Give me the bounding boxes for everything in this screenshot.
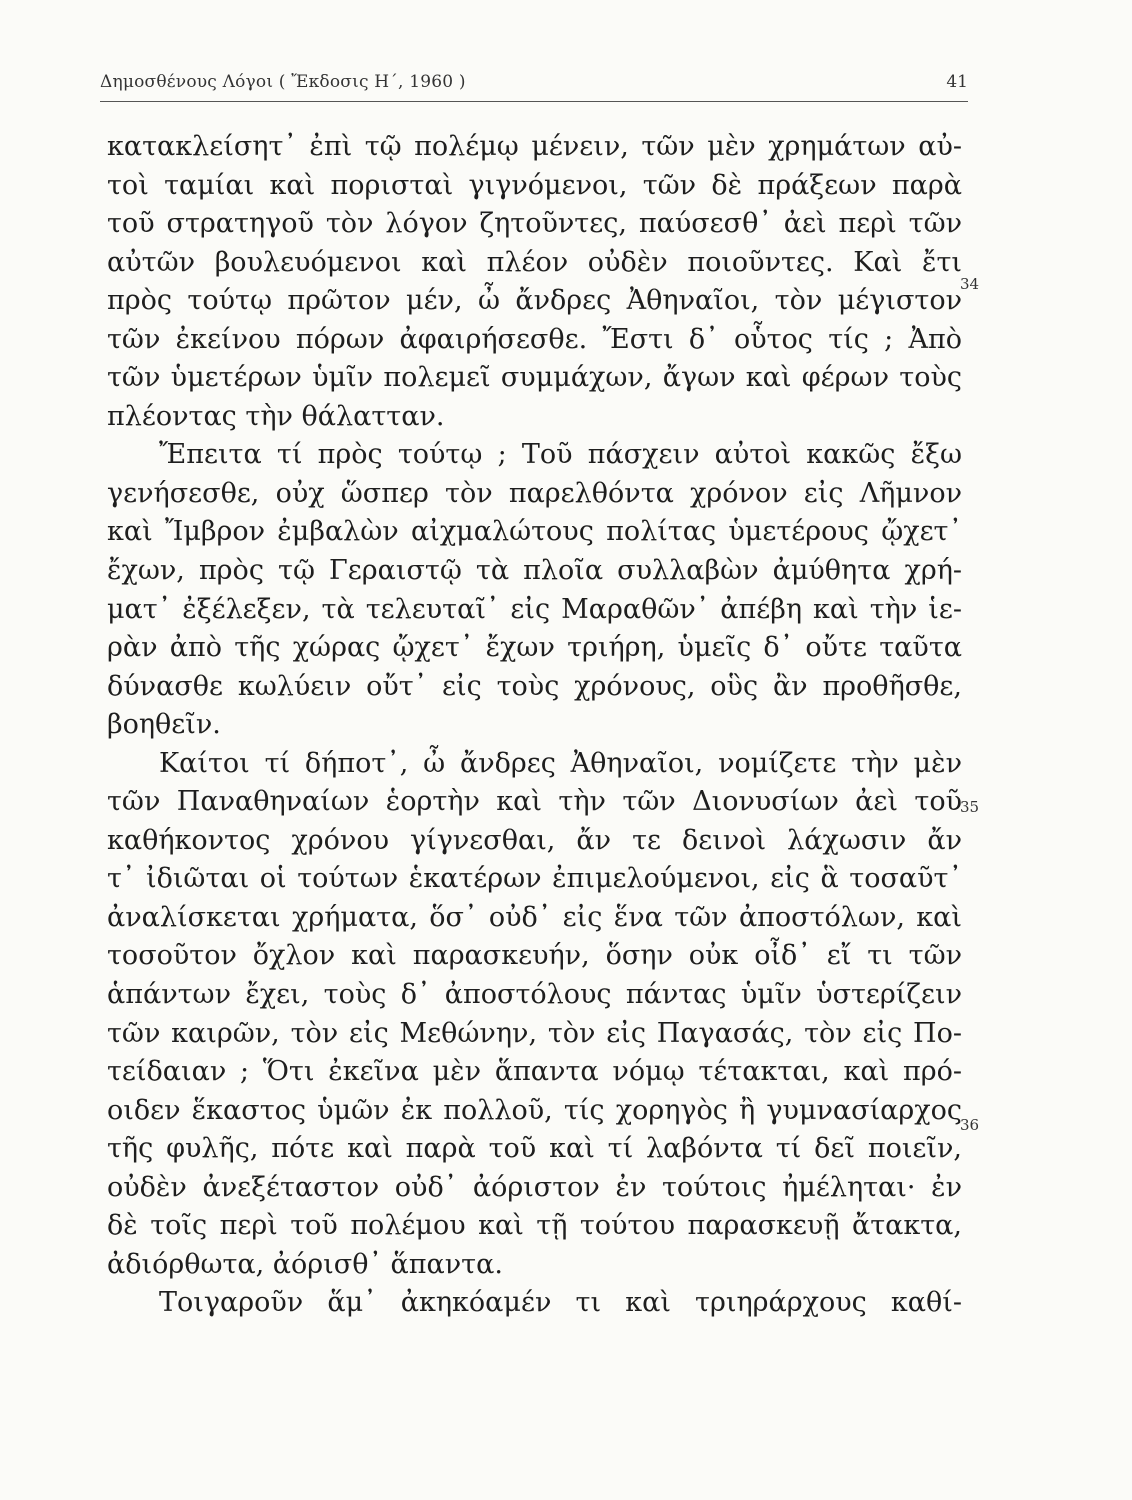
section-number: 34 — [960, 275, 980, 293]
text-line: πρὸς τούτῳ πρῶτον μέν, ὦ ἄνδρες Ἀθηναῖοι, τὸν μέγιστον — [107, 285, 962, 317]
text-line: δύνασθε κωλύειν οὔτ᾿ εἰς τοὺς χρόνους, οὓς ἂν προθῆσθε, — [107, 670, 962, 702]
text-line: οιδεν ἕκαστος ὑμῶν ἐκ πολλοῦ, τίς χορηγὸς ἢ γυμνασίαρχος — [107, 1094, 962, 1126]
text-line: τῶν Παναθηναίων ἑορτὴν καὶ τὴν τῶν Διονυσίων ἀεὶ τοῦ — [107, 786, 962, 818]
text-line: τοσοῦτον ὄχλον καὶ παρασκευήν, ὅσην οὐκ οἶδ᾿ εἴ τι τῶν — [107, 940, 962, 972]
text-line: ἀδιόρθωτα, ἀόρισθ᾿ ἅπαντα. — [107, 1248, 503, 1280]
text-line: πλέοντας τὴν θάλατταν. — [107, 400, 445, 432]
main-text — [107, 128, 962, 1323]
text-line: αὐτῶν βουλευόμενοι καὶ πλέον οὐδὲν ποιοῦντες. Καὶ ἔτι — [107, 246, 962, 278]
text-line: τῆς φυλῆς, πότε καὶ παρὰ τοῦ καὶ τί λαβόντα τί δεῖ ποιεῖν, — [107, 1133, 962, 1165]
book-title: Δημοσθένους Λόγοι ( Ἔκδοσις Η΄, 1960 ) — [100, 72, 466, 92]
text-line: καὶ Ἴμβρον ἐμβαλὼν αἰχμαλώτους πολίτας ὑμετέρους ᾤχετ᾿ — [107, 516, 962, 548]
text-line: καθήκοντος χρόνου γίγνεσθαι, ἄν τε δεινοὶ λάχωσιν ἄν — [107, 824, 962, 856]
text-line: ἁπάντων ἔχει, τοὺς δ᾿ ἀποστόλους πάντας ὑμῖν ὑστερίζειν — [107, 979, 962, 1011]
text-line: κατακλείσητ᾿ ἐπὶ τῷ πολέμῳ μένειν, τῶν μὲν χρημάτων αὐ- — [107, 131, 962, 162]
paragraph-start-line: Ἔπειτα τί πρὸς τούτῳ ; Τοῦ πάσχειν αὐτοὶ κακῶς ἔξω — [159, 439, 962, 471]
text-line: βοηθεῖν. — [107, 709, 221, 741]
running-header — [100, 72, 968, 102]
text-line: τείδαιαν ; Ὅτι ἐκεῖνα μὲν ἅπαντα νόμῳ τέτακται, καὶ πρό- — [107, 1056, 962, 1088]
text-line: δὲ τοῖς περὶ τοῦ πολέμου καὶ τῇ τούτου παρασκευῇ ἄτακτα, — [107, 1210, 962, 1242]
text-line: ἀναλίσκεται χρήματα, ὅσ᾿ οὐδ᾿ εἰς ἕνα τῶν ἀποστόλων, καὶ — [107, 901, 962, 933]
text-line: τῶν ἐκείνου πόρων ἀφαιρήσεσθε. Ἔστι δ᾿ οὗτος τίς ; Ἀπὸ — [107, 323, 962, 355]
header-rule — [100, 101, 968, 102]
paragraph-start-line: Τοιγαροῦν ἅμ᾿ ἀκηκόαμέν τι καὶ τριηράρχους καθί- — [159, 1287, 962, 1319]
section-number: 35 — [960, 798, 980, 816]
text-line: ρὰν ἀπὸ τῆς χώρας ᾤχετ᾿ ἔχων τριήρη, ὑμεῖς δ᾿ οὔτε ταῦτα — [107, 632, 962, 664]
page-number: 41 — [946, 72, 968, 92]
text-line: τοὶ ταμίαι καὶ πορισταὶ γιγνόμενοι, τῶν δὲ πράξεων παρὰ — [107, 169, 962, 201]
section-number: 36 — [960, 1116, 980, 1134]
text-line: ἔχων, πρὸς τῷ Γεραιστῷ τὰ πλοῖα συλλαβὼν ἀμύθητα χρή- — [107, 555, 962, 587]
text-line: τῶν καιρῶν, τὸν εἰς Μεθώνην, τὸν εἰς Παγασάς, τὸν εἰς Πο- — [107, 1017, 962, 1049]
text-line: οὐδὲν ἀνεξέταστον οὐδ᾿ ἀόριστον ἐν τούτοις ἠμέληται· ἐν — [107, 1171, 962, 1203]
text-line: τῶν ὑμετέρων ὑμῖν πολεμεῖ συμμάχων, ἄγων καὶ φέρων τοὺς — [107, 362, 962, 394]
text-line: τοῦ στρατηγοῦ τὸν λόγον ζητοῦντες, παύσεσθ᾿ ἀεὶ περὶ τῶν — [107, 208, 962, 240]
text-line: γενήσεσθε, οὐχ ὥσπερ τὸν παρελθόντα χρόνον εἰς Λῆμνον — [107, 477, 962, 509]
text-line: τ᾿ ἰδιῶται οἱ τούτων ἑκατέρων ἐπιμελούμενοι, εἰς ἃ τοσαῦτ᾿ — [107, 863, 962, 895]
text-line: ματ᾿ ἐξέλεξεν, τὰ τελευταῖ᾿ εἰς Μαραθῶν᾿ ἀπέβη καὶ τὴν ἱε- — [107, 593, 962, 625]
paragraph-start-line: Καίτοι τί δήποτ᾿, ὦ ἄνδρες Ἀθηναῖοι, νομίζετε τὴν μὲν — [159, 747, 962, 779]
